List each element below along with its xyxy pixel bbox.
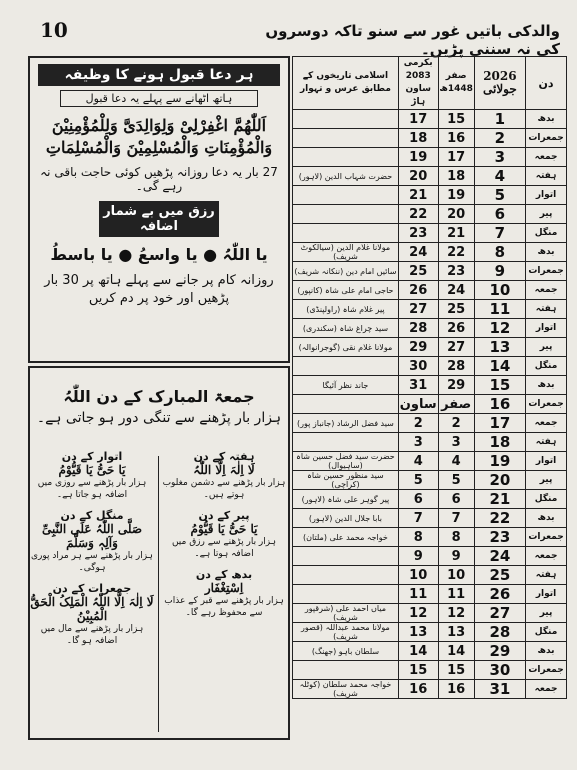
weekday-cell: جمعرات	[526, 395, 567, 414]
gregorian-date-cell: 29	[474, 642, 525, 661]
weekday-cell: پیر	[526, 338, 567, 357]
calendar-row	[293, 585, 567, 604]
weekday-cell: پیر	[526, 471, 567, 490]
gregorian-date-cell: 13	[474, 338, 525, 357]
header-islamic: صفر 1448ھ	[438, 57, 474, 110]
islamic-date-cell: 15	[438, 661, 474, 680]
event-cell: سید منظور حسین شاہ (کراچی)	[293, 471, 399, 490]
event-cell	[293, 585, 399, 604]
gregorian-date-cell: 24	[474, 547, 525, 566]
islamic-date-cell: 8	[438, 528, 474, 547]
event-cell: خواجہ محمد سلطان (کوٹلہ شریف)	[293, 680, 399, 699]
islamic-date-cell: 16	[438, 680, 474, 699]
weekday-cell: منگل	[526, 490, 567, 509]
desi-date-cell: 13	[398, 623, 438, 642]
islamic-date-cell: 25	[438, 300, 474, 319]
event-cell: میاں احمد علی (شرقپور شریف)	[293, 604, 399, 623]
event-cell: پیر گوہر علی شاہ (لاہور)	[293, 490, 399, 509]
event-cell: حضرت شہاب الدین (لاہور)	[293, 167, 399, 186]
desi-date-cell: 25	[398, 262, 438, 281]
islamic-date-cell: 16	[438, 129, 474, 148]
gregorian-date-cell: 11	[474, 300, 525, 319]
weekday-label: اتوار کے دن	[61, 450, 123, 463]
event-cell	[293, 129, 399, 148]
event-cell	[293, 357, 399, 376]
desi-date-cell: ساون	[399, 396, 437, 412]
weekday-reading: ہزار بار پڑھنے سے ہر مراد پوری ہوگی۔	[31, 551, 153, 573]
weekday-cell: بدھ	[526, 376, 567, 395]
desi-date-cell: 30	[398, 357, 438, 376]
calendar-row	[293, 395, 567, 414]
event-cell: پیر غلام شاہ (راولپنڈی)	[293, 300, 399, 319]
calendar-row	[293, 110, 567, 129]
event-cell	[293, 547, 399, 566]
desi-date-cell: 2	[398, 414, 438, 433]
islamic-date-cell: 27	[438, 338, 474, 357]
weekday-cell: جمعہ	[526, 414, 567, 433]
calendar-row	[293, 300, 567, 319]
desi-date-cell: 9	[398, 547, 438, 566]
islamic-date-cell: 21	[438, 224, 474, 243]
islamic-date-cell: 28	[438, 357, 474, 376]
weekday-cell: ہفتہ	[526, 433, 567, 452]
desi-date-cell: 29	[398, 338, 438, 357]
weekday-wazaif-box	[28, 366, 290, 740]
weekday-phrase: اِسْتِغْفَار	[204, 581, 244, 595]
event-cell	[293, 566, 399, 585]
divine-names: یا اللّٰہُ ● یا واسعُ ● یا باسطُ	[50, 245, 268, 264]
desi-date-cell: 23	[398, 224, 438, 243]
gregorian-date-cell: 17	[474, 414, 525, 433]
calendar-row	[293, 661, 567, 680]
weekday-cell: ہفتہ	[526, 167, 567, 186]
calendar-row	[293, 490, 567, 509]
weekday-cell: جمعہ	[526, 281, 567, 300]
calendar-row	[293, 566, 567, 585]
desi-date-cell: 10	[398, 566, 438, 585]
desi-date-cell: 24	[398, 243, 438, 262]
islamic-date-cell: 7	[438, 509, 474, 528]
desi-date-cell: 5	[398, 471, 438, 490]
weekday-cell: جمعہ	[526, 547, 567, 566]
gregorian-date-cell: 27	[474, 604, 525, 623]
weekday-cell: منگل	[526, 623, 567, 642]
weekday-cell: اتوار	[526, 186, 567, 205]
desi-date-cell: 3	[398, 433, 438, 452]
islamic-date-cell: 10	[438, 566, 474, 585]
desi-date-cell: 12	[398, 604, 438, 623]
event-cell	[293, 433, 399, 452]
calendar-row	[293, 604, 567, 623]
islamic-date-cell: 22	[438, 243, 474, 262]
names-instruction: روزانہ کام پر جانے سے پہلے ہاتھ پر 30 بار پڑھیں اور خود پر دم کریں	[44, 273, 274, 306]
desi-date-cell: 6	[398, 490, 438, 509]
islamic-date-cell: 26	[438, 319, 474, 338]
weekday-cell: جمعہ	[526, 148, 567, 167]
weekday-block	[162, 568, 286, 619]
weekday-column-left	[30, 450, 154, 738]
weekday-cell: منگل	[526, 357, 567, 376]
islamic-date-cell: 2	[438, 414, 474, 433]
gregorian-date-cell: 22	[474, 509, 525, 528]
weekday-label: پیر کے دن	[198, 509, 250, 522]
calendar-row	[293, 319, 567, 338]
event-cell: حاجی امام علی شاہ (کانپور)	[293, 281, 399, 300]
desi-date-cell: 20	[398, 167, 438, 186]
calendar-row	[293, 547, 567, 566]
desi-date-cell: 21	[398, 186, 438, 205]
gregorian-date-cell: 4	[474, 167, 525, 186]
islamic-date-cell: 13	[438, 623, 474, 642]
event-cell	[293, 395, 399, 414]
calendar-panel	[292, 56, 567, 728]
header-quote: والدکی باتیں غور سے سنو تاکہ دوسروں کی نہ سننی پڑیں۔	[265, 22, 560, 58]
calendar-row	[293, 623, 567, 642]
desi-date-cell: 4	[398, 452, 438, 471]
islamic-date-cell: 14	[438, 642, 474, 661]
islamic-date-cell: 29	[438, 376, 474, 395]
gregorian-date-cell: 5	[474, 186, 525, 205]
calendar-row	[293, 243, 567, 262]
islamic-date-cell: 20	[438, 205, 474, 224]
desi-date-cell: 7	[398, 509, 438, 528]
calendar-row	[293, 262, 567, 281]
event-cell	[293, 205, 399, 224]
calendar-row	[293, 452, 567, 471]
desi-date-cell: 15	[398, 661, 438, 680]
column-divider	[158, 456, 159, 732]
gregorian-date-cell: 1	[474, 110, 525, 129]
calendar-row	[293, 509, 567, 528]
weekday-reading: ہزار بار پڑھنے سے قبر کے عذاب سے محفوظ رہے گا۔	[164, 596, 284, 618]
left-panel	[28, 56, 290, 736]
calendar-row	[293, 148, 567, 167]
event-cell	[293, 148, 399, 167]
weekday-phrase: یَا حَیُّ یَا قَیُّوْمُ	[58, 463, 126, 477]
gregorian-date-cell: 12	[474, 319, 525, 338]
page-header-bar	[0, 0, 577, 58]
event-cell: مولانا محمد عبداللہ (قصور شریف)	[293, 623, 399, 642]
weekday-phrase: لَا اِلٰہَ اِلَّا اللّٰہُ الْمَلِکُ الْحَقُّ الْمُبِیْنُ	[30, 595, 154, 623]
event-cell: جاند نظر آئیگا	[293, 376, 399, 395]
desi-date-cell: 18	[398, 129, 438, 148]
weekday-reading: ہزار بار پڑھنے سے روزی میں اضافہ ہو جاتا ہے۔	[37, 478, 147, 500]
calendar-row	[293, 205, 567, 224]
weekday-label: منگل کے دن	[60, 509, 124, 522]
calendar-row	[293, 186, 567, 205]
gregorian-date-cell: 20	[474, 471, 525, 490]
desi-date-cell: 17	[398, 110, 438, 129]
gregorian-date-cell: 15	[474, 376, 525, 395]
gregorian-date-cell: 9	[474, 262, 525, 281]
gregorian-date-cell: 21	[474, 490, 525, 509]
event-cell: حضرت سید فضل حسین شاہ (ساہیوال)	[293, 452, 399, 471]
islamic-date-cell: 24	[438, 281, 474, 300]
header-day: دن	[526, 57, 567, 110]
weekday-phrase: یَا حَیُّ یَا قَیُّوْمُ	[190, 522, 258, 536]
calendar-row	[293, 528, 567, 547]
gregorian-date-cell: 18	[474, 433, 525, 452]
calendar-table	[292, 56, 567, 699]
gregorian-date-cell: 19	[474, 452, 525, 471]
desi-date-cell: 31	[398, 376, 438, 395]
event-cell	[293, 186, 399, 205]
weekday-cell: پیر	[526, 205, 567, 224]
header-desi: بکرمی 2083 ساون ہاڑ	[398, 57, 438, 110]
gregorian-date-cell: 14	[474, 357, 525, 376]
calendar-row	[293, 642, 567, 661]
weekday-label: جمعرات کے دن	[52, 582, 132, 595]
event-cell	[293, 224, 399, 243]
calendar-row	[293, 376, 567, 395]
wazifa-box	[28, 56, 290, 363]
weekday-block	[162, 509, 286, 560]
event-cell: سید فضل الرشاد (جانباز پور)	[293, 414, 399, 433]
header-events: اسلامی تاریخوں کے مطابق عرس و تہوار	[293, 57, 399, 110]
weekday-phrase: لَا اِلٰہَ اِلَّا اللّٰہُ	[193, 463, 255, 477]
weekday-cell: اتوار	[526, 452, 567, 471]
gregorian-date-cell: 2	[474, 129, 525, 148]
weekday-phrase: صَلَّی اللّٰہُ عَلَی النَّبِیِّ وَآلِہٖ وَسَلَّمَ	[41, 522, 143, 550]
gregorian-date-cell: 10	[474, 281, 525, 300]
islamic-date-cell: 15	[438, 110, 474, 129]
weekday-block	[30, 450, 154, 501]
gregorian-date-cell: 30	[474, 661, 525, 680]
weekday-cell: جمعرات	[526, 262, 567, 281]
weekday-cell: جمعرات	[526, 528, 567, 547]
islamic-date-cell: 9	[438, 547, 474, 566]
weekday-reading: ہزار بار پڑھنے سے رزق میں اضافہ ہوتا ہے۔	[171, 537, 277, 559]
rizq-badge: رزق میں بے شمار اضافہ	[99, 201, 219, 237]
islamic-date-cell: 3	[438, 433, 474, 452]
gregorian-date-cell: 3	[474, 148, 525, 167]
weekday-cell: منگل	[526, 224, 567, 243]
desi-date-cell: 11	[398, 585, 438, 604]
weekday-cell: جمعرات	[526, 661, 567, 680]
event-cell	[293, 661, 399, 680]
gregorian-date-cell: 7	[474, 224, 525, 243]
weekday-cell: اتوار	[526, 585, 567, 604]
weekday-block	[162, 450, 286, 501]
weekday-cell: ہفتہ	[526, 300, 567, 319]
islamic-date-cell: 18	[438, 167, 474, 186]
gregorian-date-cell: 26	[474, 585, 525, 604]
islamic-date-cell: صفر	[438, 395, 474, 414]
desi-date-cell: 19	[398, 148, 438, 167]
gregorian-date-cell: 25	[474, 566, 525, 585]
islamic-date-cell: 4	[438, 452, 474, 471]
desi-date-cell: 8	[398, 528, 438, 547]
weekday-reading: ہزار بار پڑھنے سے مال میں اضافہ ہو گا۔	[40, 624, 144, 646]
arabic-dua: اَللّٰھُمَّ اغْفِرْلِیْ وَلِوَالِدَیَّ وَلِلْمُؤْمِنِیْنَ وَالْمُؤْمِنَاتِ وَالْمُسْلِمِیْنَ وَالْمُسْلِمَاتِ	[45, 116, 273, 157]
event-cell: بابا جلال الدین (لاہور)	[293, 509, 399, 528]
weekday-cell: جمعرات	[526, 129, 567, 148]
event-cell: خواجہ محمد علی (ملتان)	[293, 528, 399, 547]
weekday-cell: بدھ	[526, 110, 567, 129]
event-cell: سائیں امام دین (ننکانہ شریف)	[293, 262, 399, 281]
wazifa-title: ہر دعا قبول ہونے کا وظیفہ	[38, 64, 280, 86]
calendar-row	[293, 167, 567, 186]
weekday-cell: جمعہ	[526, 680, 567, 699]
calendar-row	[293, 680, 567, 699]
friday-heading: جمعۃ المبارک کے دن اللّٰہُ	[63, 387, 255, 406]
event-cell: مولانا غلام الدین (سیالکوٹ شریف)	[293, 243, 399, 262]
islamic-date-cell: 12	[438, 604, 474, 623]
gregorian-date-cell: 23	[474, 528, 525, 547]
weekday-reading: ہزار بار پڑھنے سے دشمن مغلوب ہوتے ہیں۔	[162, 478, 286, 500]
weekday-cell: بدھ	[526, 509, 567, 528]
dua-note: 27 بار یہ دعا روزانہ پڑھیں کوئی حاجت باقی نہ رہے گی۔	[40, 165, 278, 193]
calendar-row	[293, 224, 567, 243]
calendar-row	[293, 338, 567, 357]
desi-date-cell: 14	[398, 642, 438, 661]
gregorian-date-cell: 28	[474, 623, 525, 642]
event-cell: مولانا غلام نقی (گوجرانوالہ)	[293, 338, 399, 357]
desi-date-cell: 28	[398, 319, 438, 338]
header-gregorian: 2026 جولائی	[474, 57, 525, 110]
event-cell: سید چراغ شاہ (سکندری)	[293, 319, 399, 338]
event-cell	[293, 110, 399, 129]
friday-subheading: ہزار بار پڑھنے سے تنگی دور ہو جاتی ہے۔	[36, 410, 282, 426]
calendar-row	[293, 414, 567, 433]
islamic-date-cell: 17	[438, 148, 474, 167]
desi-date-cell: 22	[398, 205, 438, 224]
desi-date-cell: 27	[398, 300, 438, 319]
islamic-date-cell: 23	[438, 262, 474, 281]
gregorian-date-cell: 16	[474, 395, 525, 414]
calendar-row	[293, 357, 567, 376]
weekday-cell: ہفتہ	[526, 566, 567, 585]
weekday-cell: بدھ	[526, 243, 567, 262]
calendar-row	[293, 433, 567, 452]
islamic-date-cell: 19	[438, 186, 474, 205]
event-cell: سلطان باہو (جھنگ)	[293, 642, 399, 661]
weekday-block	[30, 509, 154, 574]
weekday-cell: اتوار	[526, 319, 567, 338]
weekday-grid	[30, 450, 288, 738]
calendar-row	[293, 471, 567, 490]
islamic-date-cell: 5	[438, 471, 474, 490]
weekday-label: ہفتہ کے دن	[193, 450, 255, 463]
wazifa-subtitle: ہاتھ اٹھانے سے پہلے یہ دعا قبول	[60, 90, 258, 107]
calendar-row	[293, 281, 567, 300]
desi-date-cell: 16	[398, 680, 438, 699]
weekday-block	[30, 582, 154, 647]
gregorian-date-cell: 6	[474, 205, 525, 224]
calendar-row	[293, 129, 567, 148]
weekday-cell: پیر	[526, 604, 567, 623]
weekday-column-right	[162, 450, 286, 738]
calendar-header-row	[293, 57, 567, 110]
desi-date-cell: 26	[398, 281, 438, 300]
islamic-date-cell: 6	[438, 490, 474, 509]
islamic-date-cell: 11	[438, 585, 474, 604]
gregorian-date-cell: 31	[474, 680, 525, 699]
gregorian-date-cell: 8	[474, 243, 525, 262]
page-number: 10	[40, 18, 68, 42]
weekday-cell: بدھ	[526, 642, 567, 661]
weekday-label: بدھ کے دن	[195, 568, 253, 581]
